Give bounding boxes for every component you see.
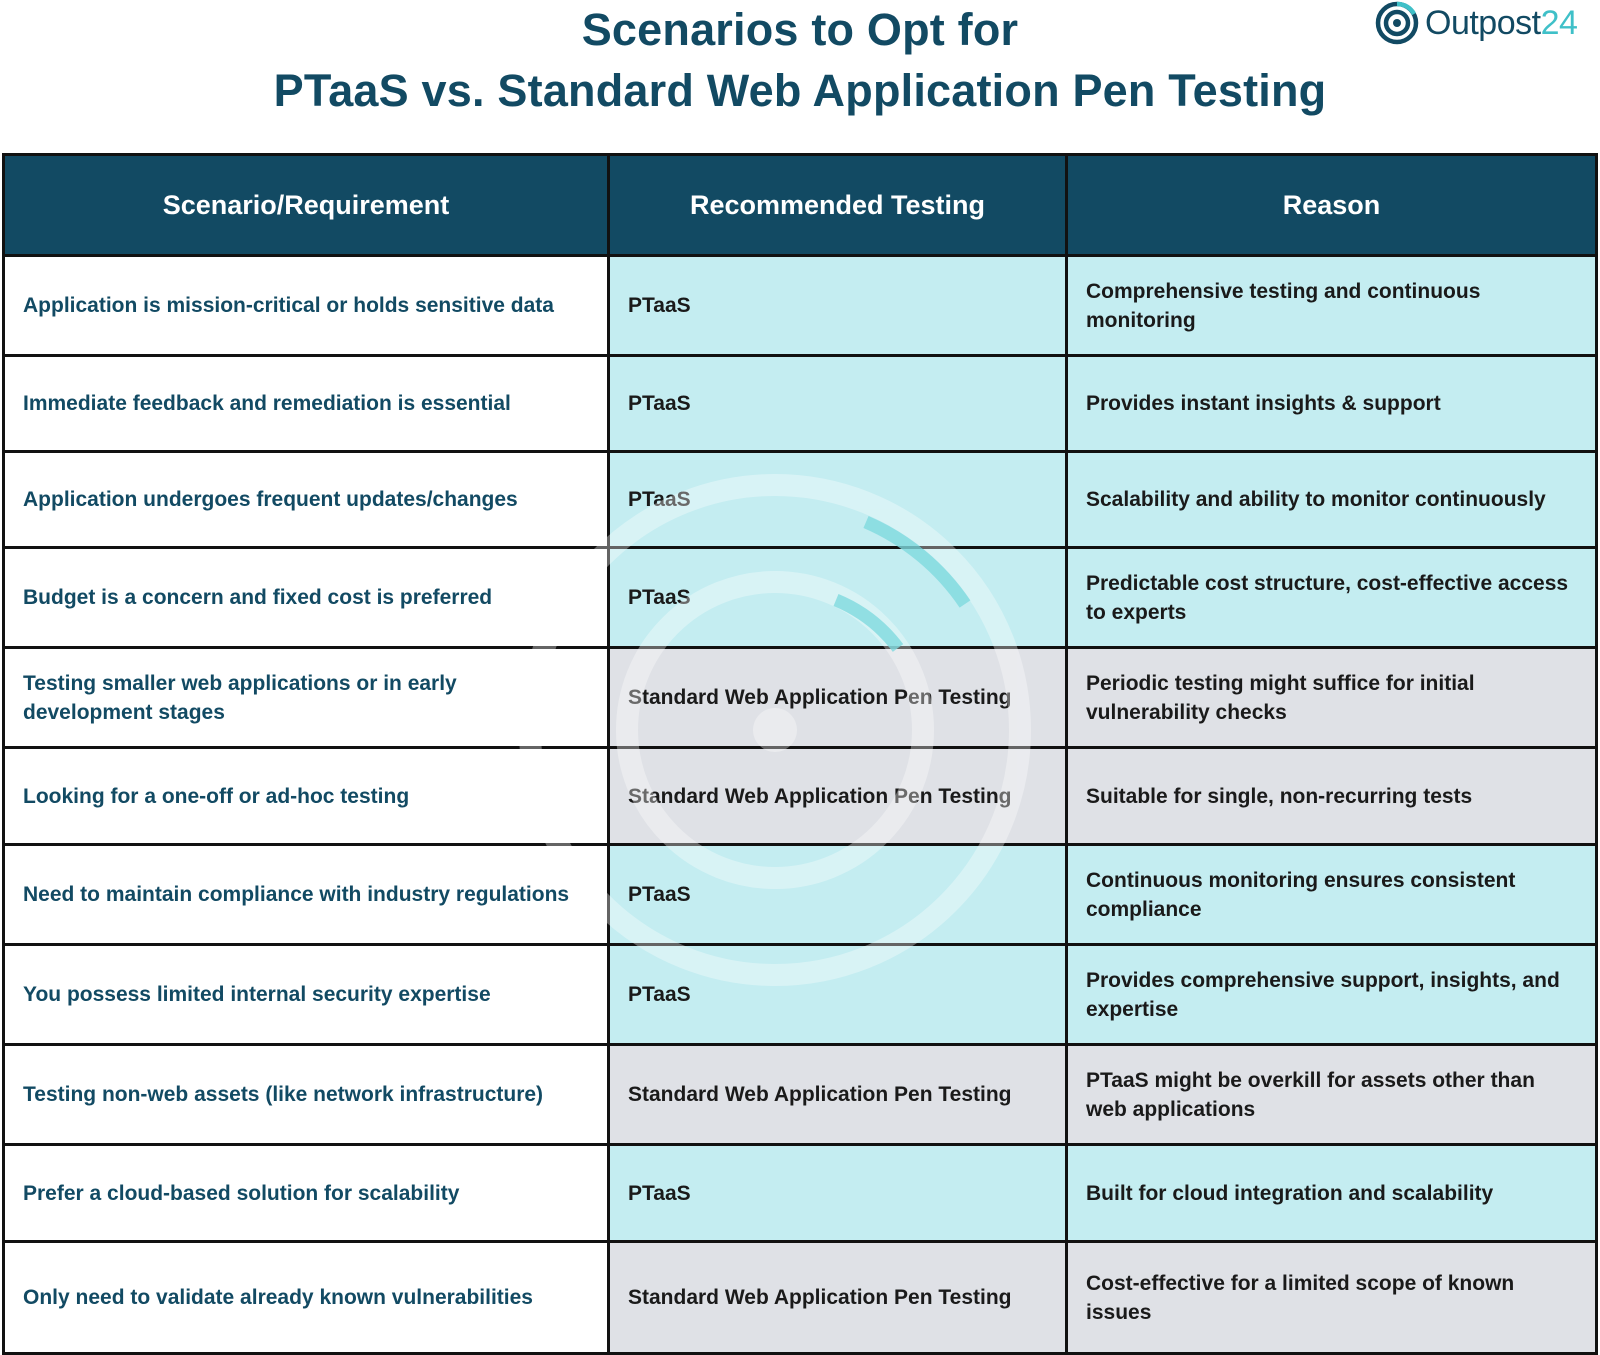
recommended-cell: PTaaS xyxy=(610,257,1068,354)
scenario-cell: Testing smaller web applications or in early development stages xyxy=(5,649,610,746)
scenario-cell: Testing non-web assets (like network infrastructure) xyxy=(5,1046,610,1143)
logo-wordmark xyxy=(1425,0,1577,46)
header-recommended: Recommended Testing xyxy=(610,156,1068,254)
recommended-cell: PTaaS xyxy=(610,549,1068,646)
header-reason: Reason xyxy=(1282,189,1381,220)
page-title-line-1: Scenarios to Opt for xyxy=(581,4,1019,55)
table-row xyxy=(5,746,1595,843)
recommended-cell: PTaaS xyxy=(610,1146,1068,1240)
scenario-cell: Application undergoes frequent updates/changes xyxy=(5,453,610,546)
scenario-cell: Budget is a concern and fixed cost is preferred xyxy=(5,549,610,646)
table-row xyxy=(5,450,1595,546)
table-row xyxy=(5,1043,1595,1143)
reason-cell: Provides comprehensive support, insights, and expertise xyxy=(1068,946,1595,1043)
scenario-cell: Prefer a cloud-based solution for scalability xyxy=(5,1146,610,1240)
table-row xyxy=(5,1143,1595,1240)
table-row xyxy=(5,254,1595,354)
table-header-row xyxy=(5,156,1595,254)
table-row xyxy=(5,1240,1595,1352)
recommended-cell: PTaaS xyxy=(610,946,1068,1043)
recommended-cell: PTaaS xyxy=(610,846,1068,943)
table-row xyxy=(5,546,1595,646)
scenario-cell: Need to maintain compliance with industry regulations xyxy=(5,846,610,943)
recommended-cell: PTaaS xyxy=(610,357,1068,450)
logo-number: 24 xyxy=(1540,4,1578,42)
reason-cell: Suitable for single, non-recurring tests xyxy=(1068,749,1595,843)
recommended-cell: Standard Web Application Pen Testing xyxy=(610,749,1068,843)
scenario-cell: Looking for a one-off or ad-hoc testing xyxy=(5,749,610,843)
page-title-line-2: PTaaS vs. Standard Web Application Pen Testing xyxy=(273,65,1327,116)
reason-cell: Comprehensive testing and continuous monitoring xyxy=(1068,257,1595,354)
scenario-cell: Immediate feedback and remediation is essential xyxy=(5,357,610,450)
table-row xyxy=(5,646,1595,746)
scenario-cell: Application is mission-critical or holds sensitive data xyxy=(5,257,610,354)
table-row xyxy=(5,843,1595,943)
logo-name: Outpost xyxy=(1425,4,1541,42)
table-body xyxy=(5,254,1595,1352)
recommended-cell: Standard Web Application Pen Testing xyxy=(610,1046,1068,1143)
reason-cell: Continuous monitoring ensures consistent compliance xyxy=(1068,846,1595,943)
comparison-table xyxy=(2,153,1598,1355)
recommended-cell: PTaaS xyxy=(610,453,1068,546)
recommended-cell: Standard Web Application Pen Testing xyxy=(610,1243,1068,1352)
reason-cell: Scalability and ability to monitor continuously xyxy=(1068,453,1595,546)
table-row xyxy=(5,943,1595,1043)
recommended-cell: Standard Web Application Pen Testing xyxy=(610,649,1068,746)
table-row xyxy=(5,354,1595,450)
scenario-cell: Only need to validate already known vulnerabilities xyxy=(5,1243,610,1352)
header-scenario: Scenario/Requirement xyxy=(5,156,610,254)
reason-cell: PTaaS might be overkill for assets other than web applications xyxy=(1068,1046,1595,1143)
target-rings-icon xyxy=(1375,1,1419,45)
reason-cell: Built for cloud integration and scalability xyxy=(1068,1146,1595,1240)
outpost24-logo xyxy=(1375,0,1577,46)
reason-cell: Periodic testing might suffice for initial vulnerability checks xyxy=(1068,649,1595,746)
reason-cell: Provides instant insights & support xyxy=(1068,357,1595,450)
reason-cell: Predictable cost structure, cost-effective access to experts xyxy=(1068,549,1595,646)
reason-cell: Cost-effective for a limited scope of known issues xyxy=(1068,1243,1595,1352)
scenario-cell: You possess limited internal security expertise xyxy=(5,946,610,1043)
